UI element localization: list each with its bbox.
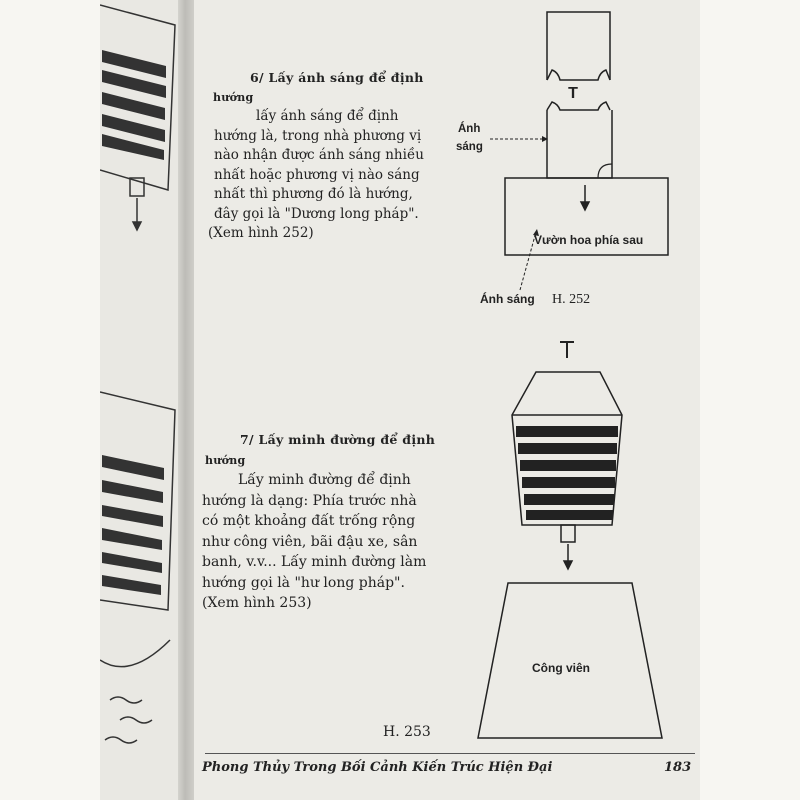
section7-heading: 7/ Lấy minh đường để định [240,432,436,447]
park-label: Công viên [532,661,591,675]
figure-252 [440,0,700,330]
light-label-bottom: Ánh sáng [480,292,535,306]
section7-heading-cont: hướng [205,454,246,467]
window-band [522,477,615,488]
section6-line: nhất thì phương đó là hướng, [214,186,413,202]
top-house-notch [547,70,610,80]
window-band [516,426,618,437]
section6-heading: 6/ Lấy ánh sáng để định [250,70,424,85]
garden-label: Vườn hoa phía sau [534,233,644,247]
section6-paragraph [208,107,434,244]
left-building-bottom [100,392,175,743]
section7-line: hướng là dạng: Phía trước nhà [202,492,417,509]
light-label-top-cont: sáng [456,141,483,153]
window-band [518,443,617,454]
footer-book-title: Phong Thủy Trong Bối Cảnh Kiến Trúc Hiện Đại [202,760,553,775]
section7-line: (Xem hình 253) [202,595,312,611]
section6-line: lấy ánh sáng để định [256,108,399,124]
light-label-top: Ánh [458,123,481,135]
left-page-drawings [100,0,185,800]
section6-line: (Xem hình 252) [208,225,314,241]
section6-line: nhất hoặc phương vị nào sáng [214,166,420,183]
page-number: 183 [664,760,692,775]
section6-line: hướng là, trong nhà phương vị [214,127,422,144]
building-window-bands [516,426,618,520]
left-building-top [100,5,175,230]
section7-paragraph [202,470,442,614]
t-mark: T [568,85,578,102]
door-arc [598,164,612,178]
figure-253 [470,330,700,760]
window-band [524,494,614,505]
middle-house-top [547,102,610,110]
middle-house-outline [547,110,612,178]
section7-line: Lấy minh đường để định [238,472,411,488]
building-door [561,525,575,542]
background-left [0,0,100,800]
background-right [700,0,800,800]
top-house-outline [547,12,610,80]
section6-line: đây gọi là "Dương long pháp". [214,205,419,222]
section7-line: như công viên, bãi đậu xe, sân [202,533,418,550]
section6-heading-cont: hướng [213,91,254,104]
section6-line: nào nhận được ánh sáng nhiều [214,147,424,163]
section7-line: hướng gọi là "hư long pháp". [202,574,405,591]
section7-line: banh, v.v... Lấy minh đường làm [202,554,427,570]
window-band [520,460,616,471]
footer-rule [205,753,695,754]
figure252-caption: H. 252 [552,292,591,307]
window-band [526,510,613,520]
section7-line: có một khoảng đất trống rộng [202,513,416,529]
figure253-caption: H. 253 [383,724,431,740]
